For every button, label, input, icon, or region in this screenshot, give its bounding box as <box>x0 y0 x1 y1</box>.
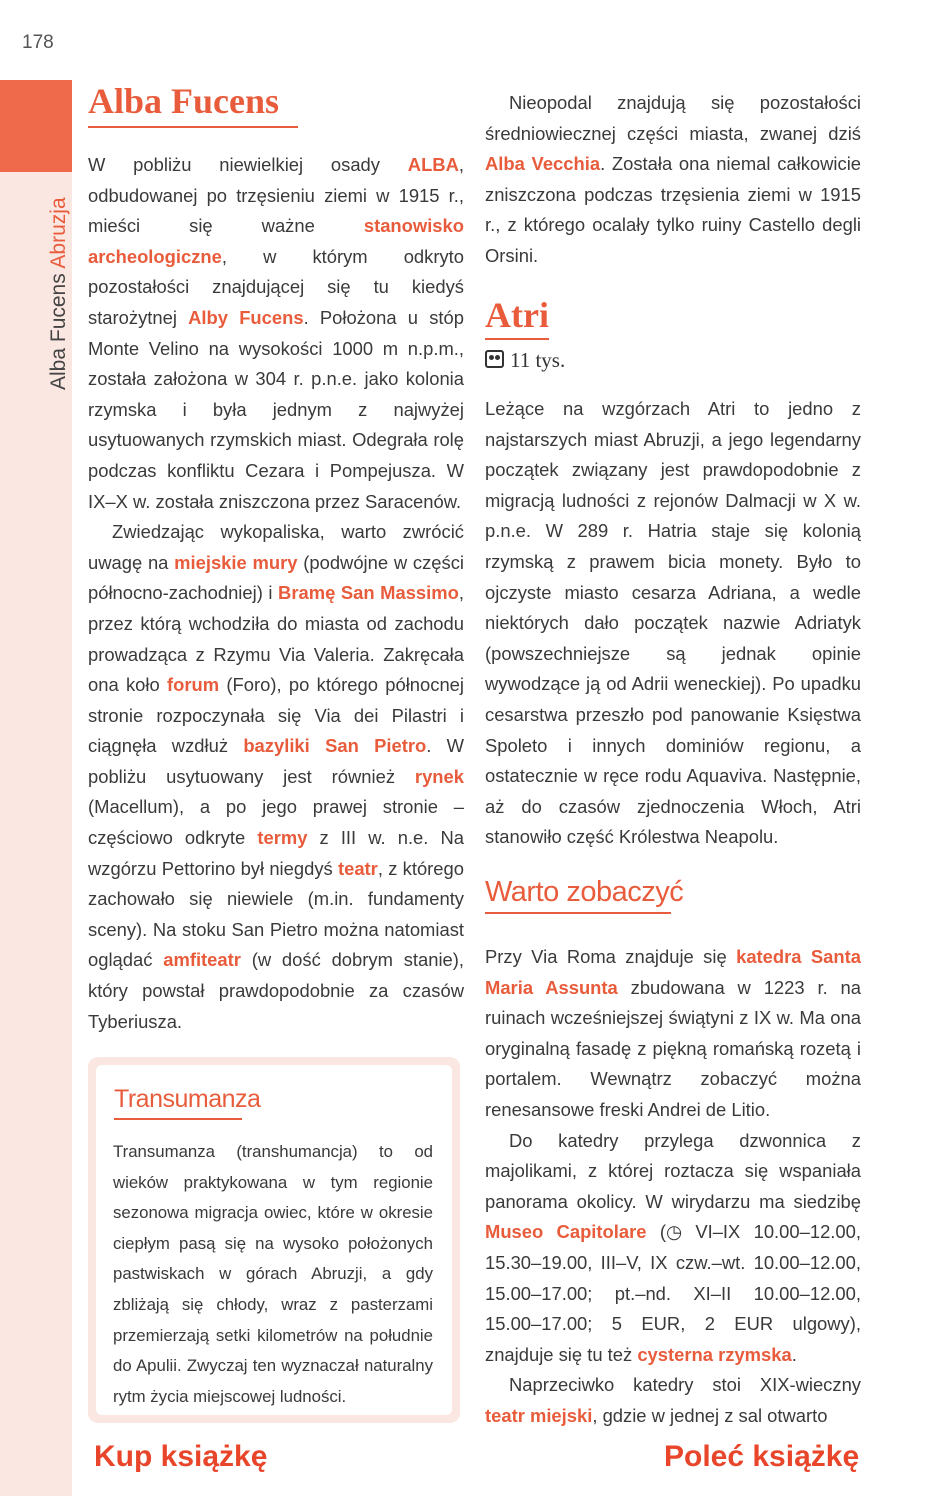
section-label-region: Abruzja <box>47 197 70 269</box>
paragraph: Do katedry przylega dzwonnica z majolikami, z której roztacza się wspaniała panorama okolicy. W wirydarzu ma siedzibę Museo Capitolare (◷ VI–IX 10.00–12.00, 15.30–19.00, III–V, IX czw.–wt. 10.00–12.00, 15.00–17.00; pt.–nd. XI–II 10.00–12.00, 15.00–17.00; 5 EUR, 2 EUR ulgowy), znajduje się tu też cysterna rzymska. <box>485 1129 861 1365</box>
column-right-top <box>485 88 861 272</box>
highlighted-term: katedra Santa Maria Assunta <box>485 946 861 998</box>
column-right-atri <box>485 394 861 853</box>
highlighted-term: Bramę San Massimo <box>278 582 459 604</box>
paragraph: Leżące na wzgórzach Atri to jedno z najstarszych miast Abruzji, a jego legendarny początek związany jest prawdopodobnie z migracją ludności z rejonów Dalmacji w X w. p.n.e. W 289 r. Hatria staje się kolonią rzymską z prawem bicia monety. Było to ojczyste miasto cesarza Adriana, a wedle niektórych dało początek nazwie Adriatyk (powszechniejsze są jednak opinie wywodzące ją od Adrii weneckiej). Po upadku cesarstwa przeszło pod panowanie Księstwa Spoleto i innych dominiów regionu, a ostatecznie w ręce rodu Aquaviva. Następnie, aż do czasów zjednoczenia Włoch, Atri stanowiło część Królestwa Neapolu. <box>485 398 861 848</box>
side-tab <box>0 80 72 172</box>
highlighted-term: Museo Capitolare <box>485 1221 647 1243</box>
highlighted-term: Alby Fucens <box>188 306 304 328</box>
highlighted-term: miejskie mury <box>174 551 298 573</box>
column-right-sights <box>485 942 861 1432</box>
title-atri: Atri <box>485 295 549 335</box>
paragraph: W pobliżu niewielkiej osady ALBA, odbudowanej po trzęsieniu ziemi w 1915 r., mieści się ważne stanowisko archeologiczne, w którym odkryto pozostałości znajdującej się tu kiedyś starożytnej Alby Fucens. Położona u stóp Monte Velino na wysokości 1000 m n.p.m., została założona w 304 r. p.n.e. jako kolonia rzymska i była jednym z najwyżej usytuowanych rzymskich miast. Odegrała rolę podczas konfliktu Cezara i Pompejusza. W IX–X w. została zniszczona przez Saracenów. <box>88 154 464 512</box>
title-underline <box>485 338 549 340</box>
clock-icon: ◷ <box>665 1221 682 1243</box>
highlighted-term: teatr <box>337 857 378 879</box>
population-value: 11 tys. <box>510 348 566 372</box>
paragraph: Zwiedzając wykopaliska, warto zwrócić uwagę na miejskie mury (podwójne w części północno-zachodniej) i Bramę San Massimo, przez którą wchodziła do miasta od zachodu prowadząca z Rzymu Via Valeria. Zakręcała ona koło forum (Foro), po którego północnej stronie rozpoczynała się Via dei Pilastri i ciągnęła wzdłuż bazyliki San Pietro. W pobliżu usytuowany jest również rynek (Macellum), a po jego prawej stronie – częściowo odkryte termy z III w. n.e. Na wzgórzu Pettorino był niegdyś teatr, z którego zachowało się niewiele (m.in. fundamenty sceny). Na stoku San Pietro można natomiast oglądać amfiteatr (w dość dobrym stanie), który powstał prawdopodobnie za czasów Tyberiusza. <box>88 521 465 1032</box>
subtitle-underline <box>485 912 671 914</box>
highlighted-term: Alba Vecchia <box>485 153 601 175</box>
paragraph: Naprzeciwko katedry stoi XIX-wieczny teatr miejski, gdzie w jednej z sal otwarto <box>485 1374 861 1426</box>
highlighted-term: cysterna rzymska <box>637 1343 792 1365</box>
subtitle-warto-zobaczyc: Warto zobaczyć <box>485 876 684 908</box>
highlighted-term: teatr miejski <box>485 1404 593 1426</box>
paragraph: Nieopodal znajdują się pozostałości średniowiecznej części miasta, zwanej dziś Alba Vecchia. Została ona niemal całkowicie zniszczona podczas trzęsienia ziemi w 1915 r., z którego ocalały tylko ruiny Castello degli Orsini. <box>485 92 862 266</box>
paragraph: Przy Via Roma znajduje się katedra Santa Maria Assunta zbudowana w 1223 r. na ruinach wcześniejszej świątyni z IX w. Ma ona oryginalną fasadę z piękną romańską rozetą i portalem. Wewnątrz zobaczyć można renesansowe freski Andrei de Litio. <box>485 946 861 1120</box>
page-number: 178 <box>22 32 54 53</box>
title-alba-fucens: Alba Fucens <box>88 81 280 121</box>
highlighted-term: ALBA <box>407 154 459 175</box>
buy-book-link[interactable]: Kup książkę <box>94 1440 268 1473</box>
column-left <box>88 150 464 1037</box>
highlighted-term: rynek <box>414 765 464 787</box>
info-box-underline <box>114 1118 242 1120</box>
highlighted-term: bazyliki San Pietro <box>243 735 427 757</box>
highlighted-term: stanowisko archeologiczne <box>88 215 464 267</box>
highlighted-term: termy <box>257 827 308 849</box>
highlighted-term: amfiteatr <box>163 949 241 971</box>
info-box-text: Transumanza (transhumancja) to od wieków praktykowana w tym regionie sezonowa migracja owiec, które w okresie ciepłym pasą się na wysoko położonych pastwiskach w górach Abruzji, a gdy zbliżają się chłody, wraz z pasterzami przemierzają setki kilometrów na południe do Apulii. Zwyczaj ten wyznaczał naturalny rytm życia miejscowej ludności. <box>113 1142 433 1406</box>
population-icon <box>485 350 504 368</box>
population <box>485 348 565 373</box>
highlighted-term: forum <box>167 674 220 696</box>
section-label <box>47 197 71 390</box>
info-box-title: Transumanza <box>114 1085 261 1113</box>
recommend-book-link[interactable]: Poleć książkę <box>664 1440 860 1473</box>
title-underline <box>88 126 298 128</box>
section-label-main: Alba Fucens <box>47 273 70 390</box>
